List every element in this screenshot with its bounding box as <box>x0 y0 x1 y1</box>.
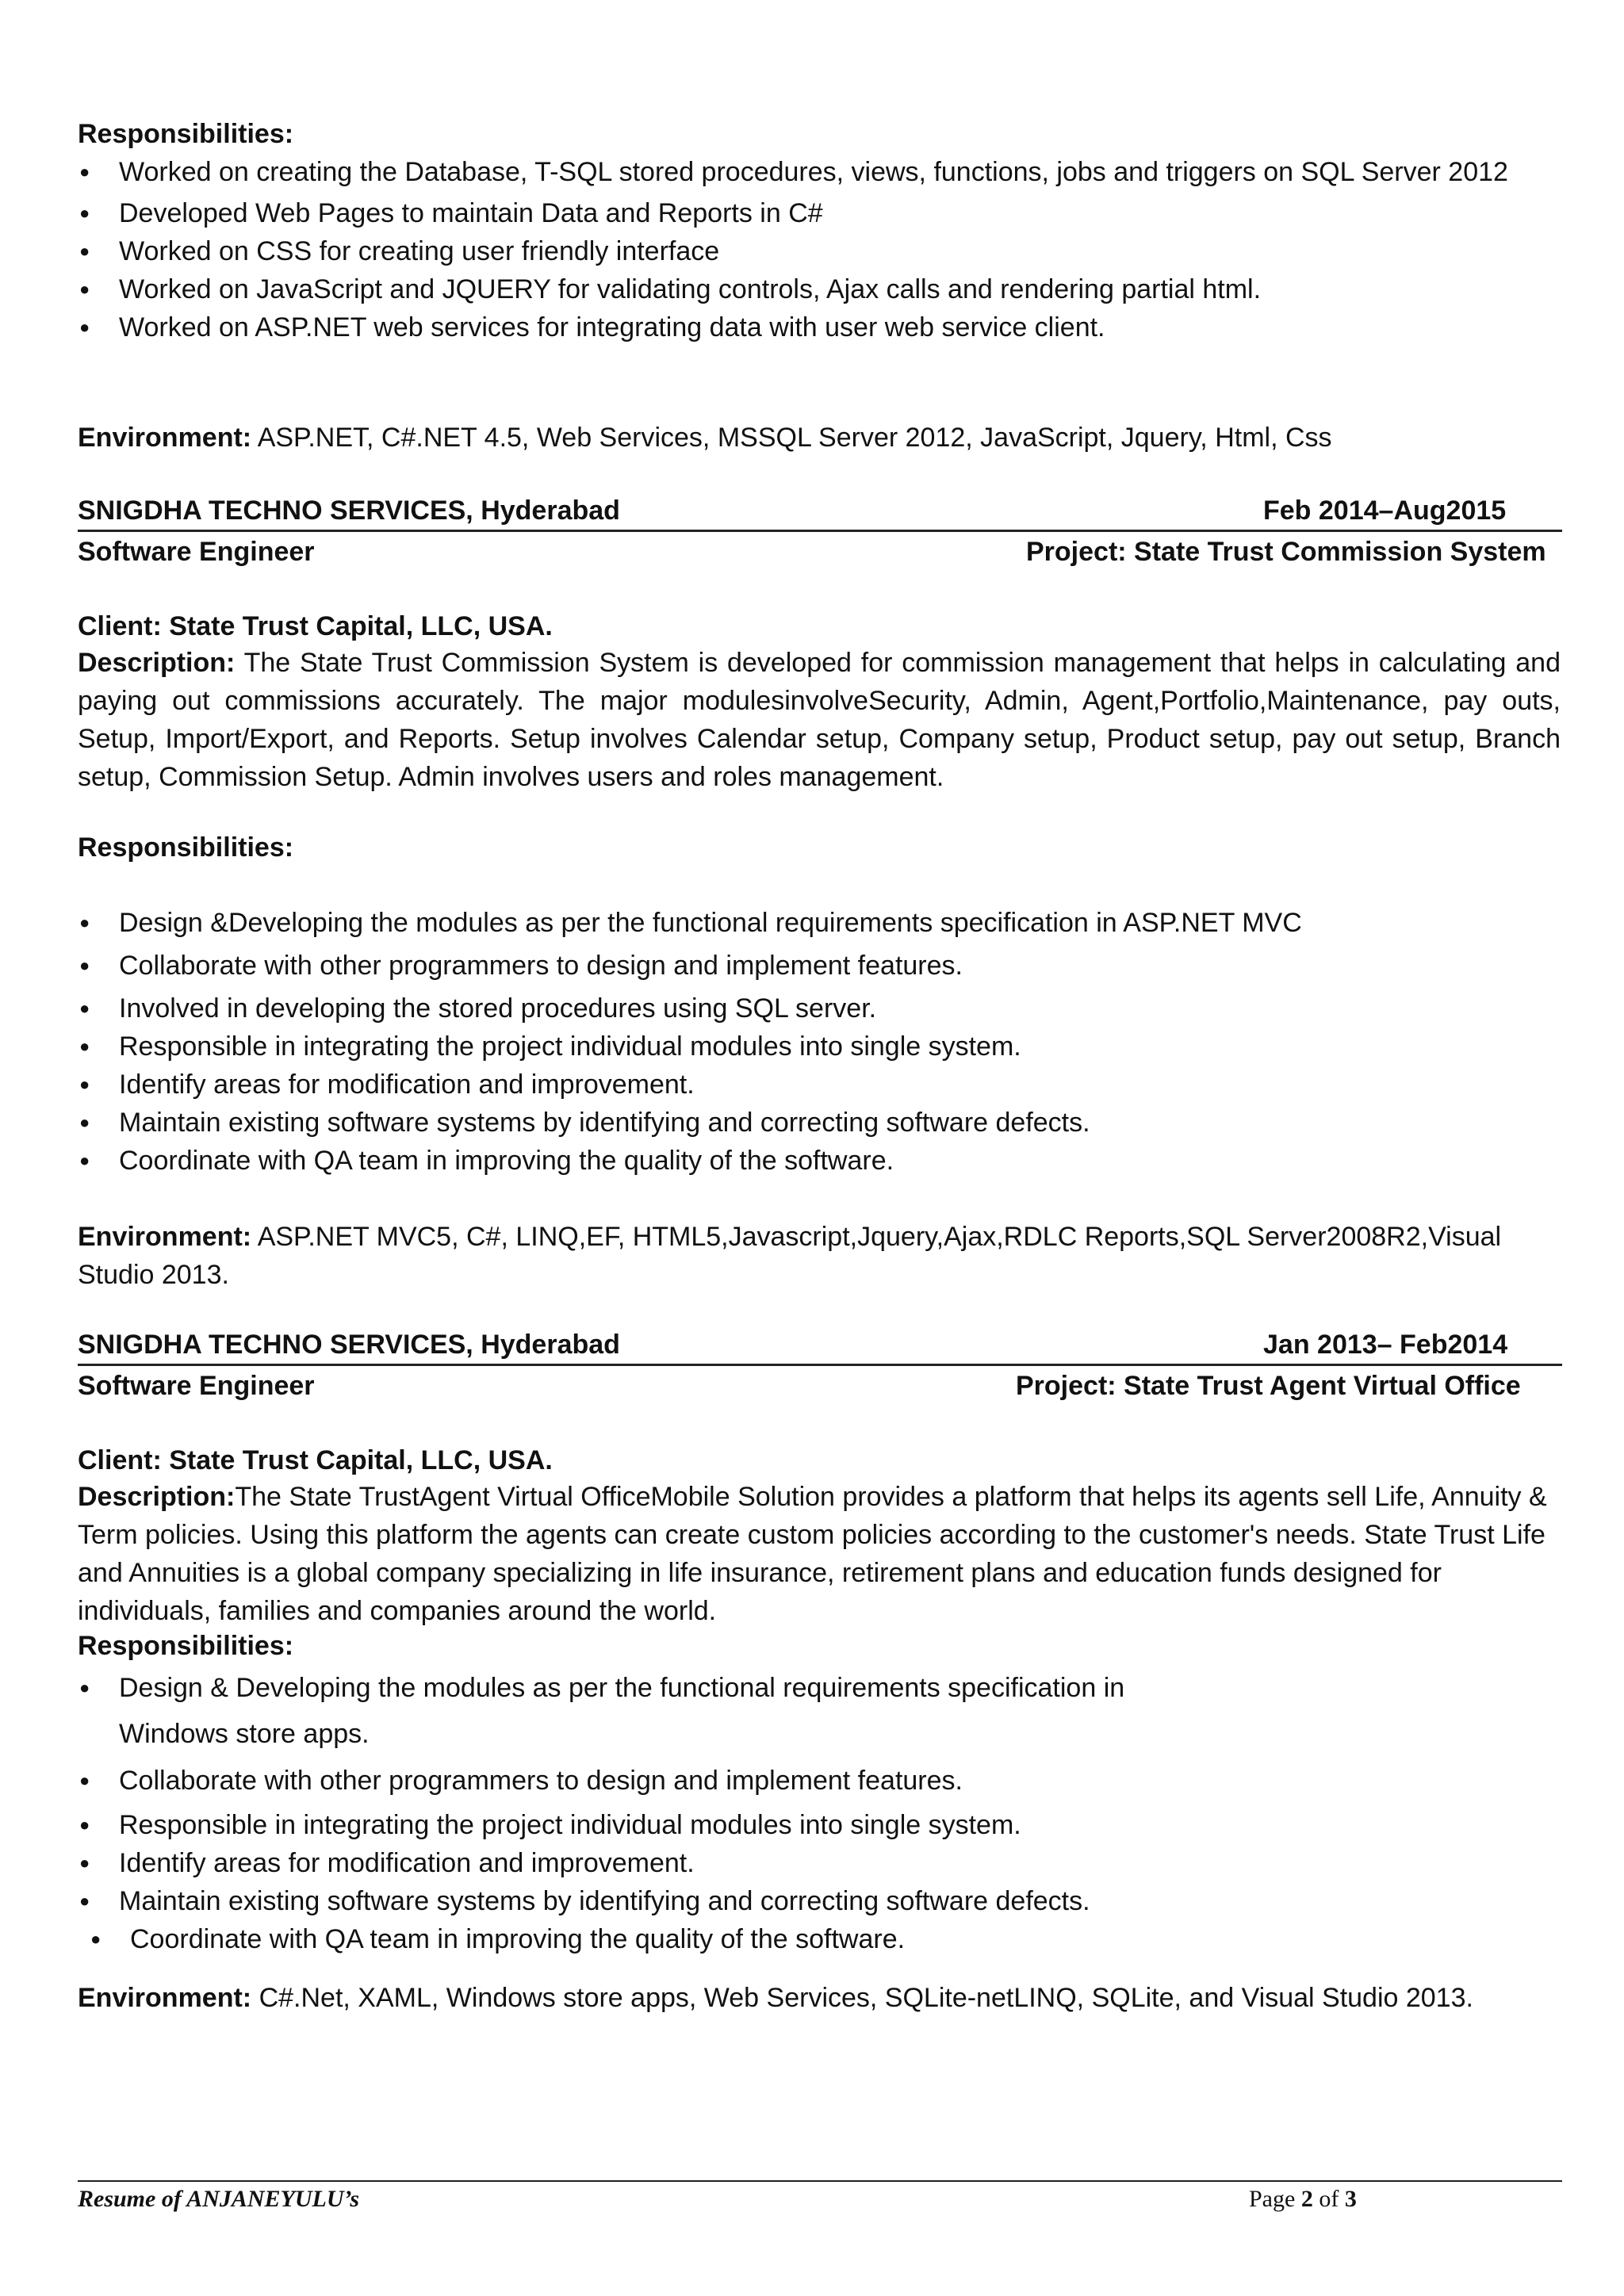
job-header <box>78 1326 1561 1364</box>
description-text: The State Trust Commission System is developed for commission management that helps in calculating and paying out commissions accurately. The major modulesinvolveSecurity, Admin, Agent,Portfolio,Maintenance, pay outs, Setup, Import/Export, and Reports. Setup involves Calendar setup, Company setup, Product setup, pay out setup, Branch setup, Commission Setup. Admin involves users and roles management. <box>78 648 1561 792</box>
environment-label: Environment: <box>78 423 252 453</box>
list-item: ● Collaborate with other programmers to design and implement features. <box>78 1762 1505 1800</box>
list-item: ● Worked on creating the Database, T-SQL stored procedures, views, functions, jobs and triggers on SQL Server 2012 <box>78 153 1538 191</box>
job-header <box>78 492 1561 530</box>
environment-text: ASP.NET, C#.NET 4.5, Web Services, MSSQL Server 2012, JavaScript, Jquery, Html, Css <box>251 423 1332 453</box>
job-role-row <box>78 1367 1561 1405</box>
list-item: ● Involved in developing the stored procedures using SQL server. <box>78 989 1505 1027</box>
responsibilities-heading: Responsibilities: <box>78 1631 294 1661</box>
list-item: ● Identify areas for modification and improvement. <box>78 1844 1505 1882</box>
list-item: ● Responsible in integrating the project individual modules into single system. <box>78 1027 1505 1066</box>
job-role-row <box>78 533 1561 571</box>
environment-line <box>78 1218 1553 1294</box>
responsibilities-heading: Responsibilities: <box>78 119 294 149</box>
page-footer <box>78 2182 1562 2217</box>
responsibilities-list <box>78 904 1505 1180</box>
divider <box>78 1364 1562 1366</box>
page-prefix: Page <box>1249 2186 1301 2212</box>
project-name: Project: State Trust Agent Virtual Office <box>1016 1371 1521 1401</box>
list-item: ● Identify areas for modification and improvement. <box>78 1066 1505 1104</box>
list-item: ● Worked on CSS for creating user friendly interface <box>78 232 1505 270</box>
company-name: SNIGDHA TECHNO SERVICES, Hyderabad <box>78 496 620 526</box>
list-item: ● Responsible in integrating the project individual modules into single system. <box>78 1806 1505 1844</box>
description-text: The State TrustAgent Virtual OfficeMobile Solution provides a platform that helps its agents sell Life, Annuity & Term policies. Using this platform the agents can create custom policies according to the customer's needs. State Trust Life and Annuities is a global company specializing in life insurance, retirement plans and education funds designed for individuals, families and companies around the world. <box>78 1482 1547 1626</box>
environment-line <box>78 1979 1561 2017</box>
responsibilities-heading: Responsibilities: <box>78 832 294 863</box>
list-item: ● Maintain existing software systems by identifying and correcting software defects. <box>78 1104 1505 1142</box>
list-item: ● Developed Web Pages to maintain Data and Reports in C# <box>78 194 1505 232</box>
responsibilities-list <box>78 153 1508 346</box>
job-role: Software Engineer <box>78 537 315 567</box>
list-item: ● Design & Developing the modules as per the functional requirements specification in Windows store apps. <box>78 1665 1229 1757</box>
list-item: ● Coordinate with QA team in improving the quality of the software. <box>78 1142 1505 1180</box>
list-item: ● Worked on ASP.NET web services for integrating data with user web service client. <box>78 308 1505 346</box>
page-of: of <box>1312 2186 1345 2212</box>
company-name: SNIGDHA TECHNO SERVICES, Hyderabad <box>78 1330 620 1360</box>
list-item: ● Maintain existing software systems by identifying and correcting software defects. <box>78 1882 1505 1920</box>
project-description <box>78 644 1561 796</box>
client-line: Client: State Trust Capital, LLC, USA. <box>78 611 553 641</box>
divider <box>78 530 1562 532</box>
list-item: ● Coordinate with QA team in improving the quality of the software. <box>89 1920 1505 1958</box>
description-label: Description: <box>78 648 236 678</box>
environment-text: ASP.NET MVC5, C#, LINQ,EF, HTML5,Javascript,Jquery,Ajax,RDLC Reports,SQL Server2008R2,Visual Studio 2013. <box>78 1222 1502 1290</box>
page-total: 3 <box>1344 2186 1357 2212</box>
list-item: ● Design &Developing the modules as per the functional requirements specification in ASP.NET MVC <box>78 904 1505 942</box>
environment-text: C#.Net, XAML, Windows store apps, Web Services, SQLite-netLINQ, SQLite, and Visual Studio 2013. <box>251 1983 1473 2013</box>
environment-label: Environment: <box>78 1222 252 1252</box>
page-current: 2 <box>1300 2186 1313 2212</box>
environment-label: Environment: <box>78 1983 252 2013</box>
job-role: Software Engineer <box>78 1371 315 1401</box>
project-description <box>78 1478 1553 1630</box>
description-label: Description: <box>78 1482 236 1512</box>
page-number <box>1249 2182 1357 2217</box>
job-dates: Jan 2013– Feb2014 <box>1263 1330 1508 1360</box>
client-line: Client: State Trust Capital, LLC, USA. <box>78 1445 553 1475</box>
footer-title: Resume of ANJANEYULU’s <box>78 2186 359 2212</box>
project-name: Project: State Trust Commission System <box>1026 537 1546 567</box>
list-item: ● Worked on JavaScript and JQUERY for validating controls, Ajax calls and rendering partial html. <box>78 270 1505 308</box>
responsibilities-list <box>78 1665 1505 1958</box>
job-dates: Feb 2014–Aug2015 <box>1263 496 1507 526</box>
list-item: ● Collaborate with other programmers to design and implement features. <box>78 947 1505 985</box>
environment-line <box>78 419 1561 457</box>
